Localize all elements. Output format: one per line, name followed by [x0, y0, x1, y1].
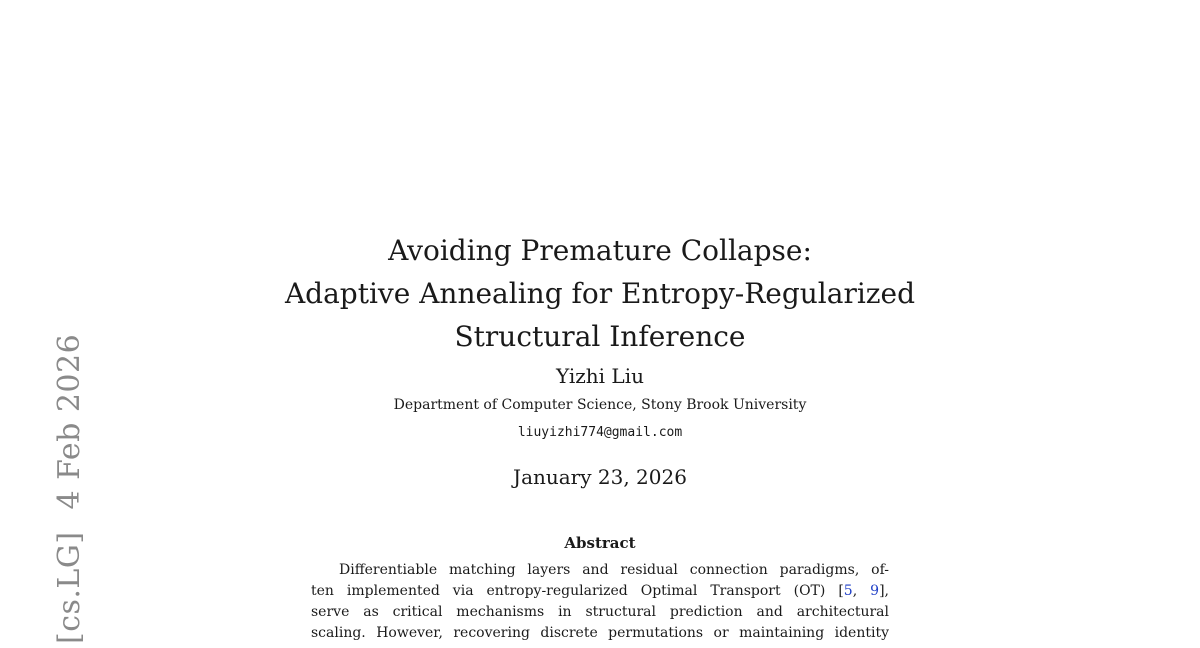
abstract-heading: Abstract — [564, 534, 636, 552]
abstract-line-2 — [311, 581, 889, 602]
title-line-2: Adaptive Annealing for Entropy-Regularized — [284, 276, 916, 310]
arxiv-category: [cs.LG] — [52, 531, 87, 644]
title-line-1: Avoiding Premature Collapse: — [388, 233, 812, 267]
abstract-line-2-end: ], — [879, 583, 889, 599]
abstract-body — [311, 560, 889, 644]
citation-link-9[interactable]: 9 — [870, 583, 880, 599]
author-affiliation: Department of Computer Science, Stony Brook University — [393, 397, 807, 413]
abstract-line-1: Differentiable matching layers and residual connection paradigms, of- — [339, 562, 889, 578]
arxiv-date: 4 Feb 2026 — [52, 333, 87, 510]
citation-link-5[interactable]: 5 — [843, 583, 853, 599]
paper-date: January 23, 2026 — [513, 465, 687, 489]
author-email[interactable]: liuyizhi774@gmail.com — [517, 425, 683, 440]
citation-separator: , — [852, 583, 871, 599]
paper-title — [0, 229, 1200, 358]
author-name: Yizhi Liu — [556, 364, 644, 388]
abstract-line-3: serve as critical mechanisms in structural prediction and architectural — [311, 604, 889, 620]
title-line-3: Structural Inference — [454, 319, 746, 353]
abstract-line-4: scaling. However, recovering discrete permutations or maintaining identity — [311, 625, 889, 641]
abstract-line-2-text: ten implemented via entropy-regularized Optimal Transport (OT) [ — [311, 583, 844, 599]
